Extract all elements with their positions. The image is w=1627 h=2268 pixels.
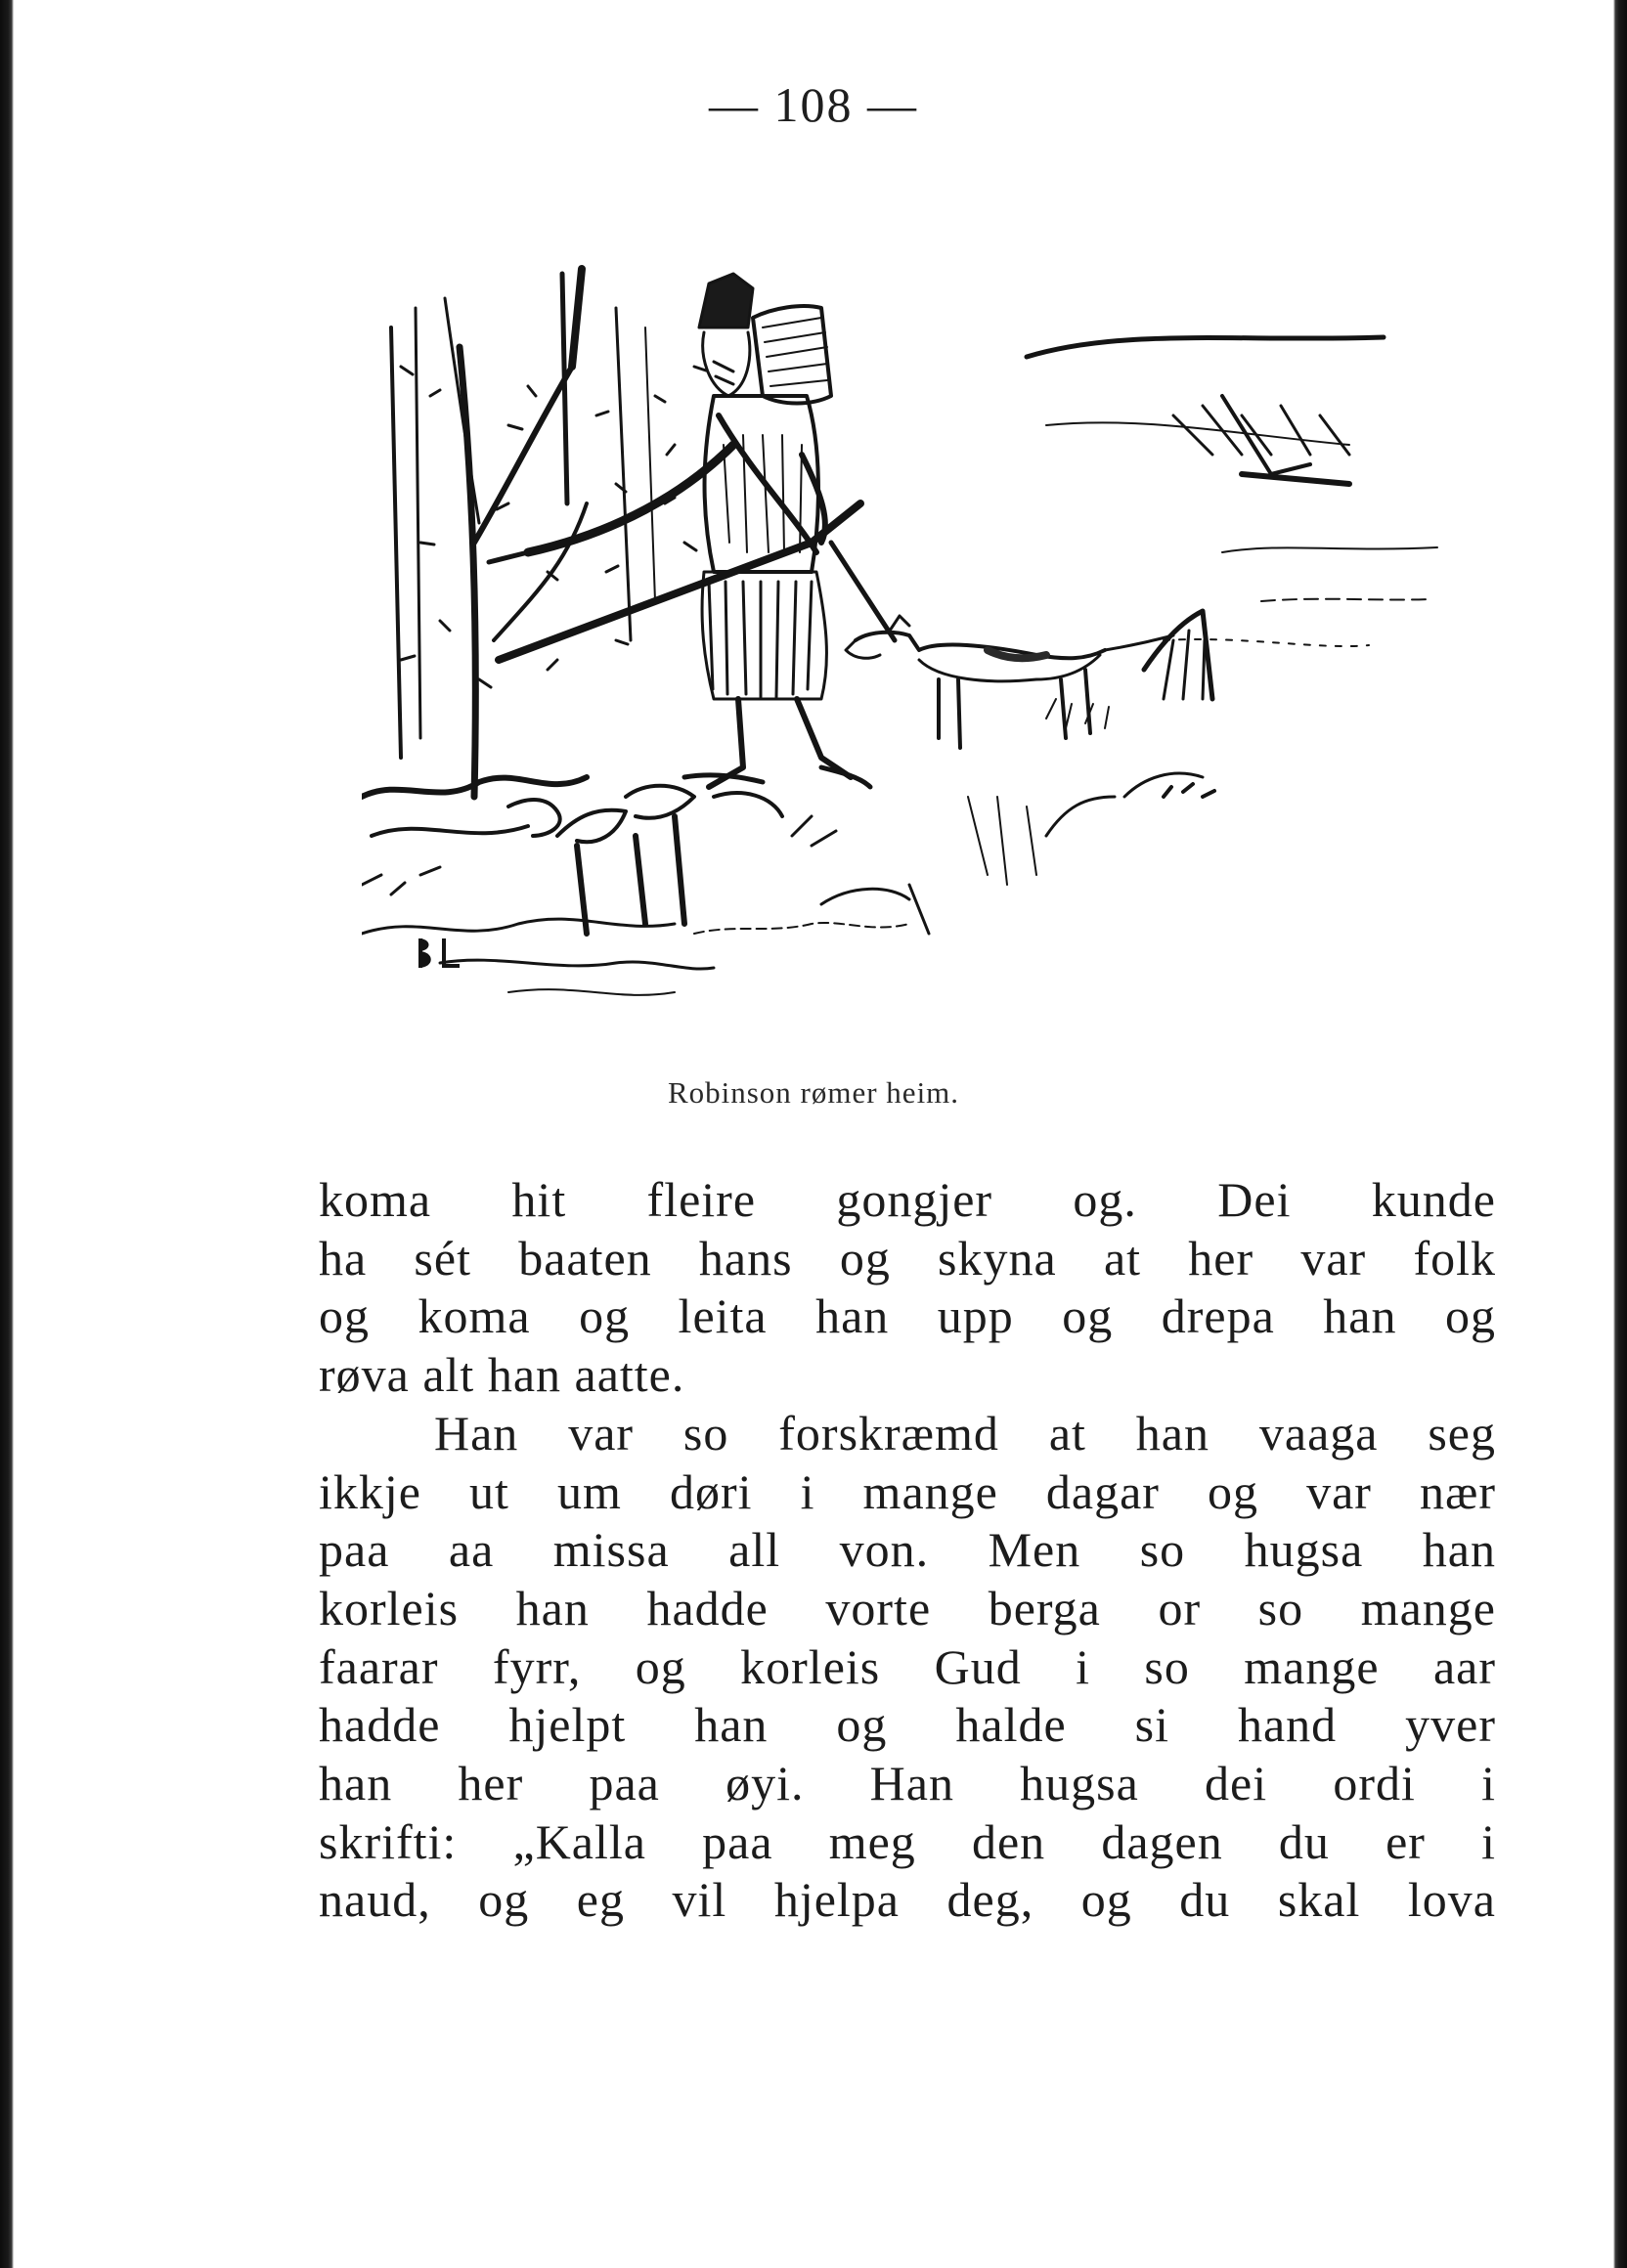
text-line: hadde hjelpt han og halde si hand yver [319, 1697, 1496, 1753]
illustration-caption: Robinson rømer heim. [667, 1075, 960, 1110]
scan-edge-left [0, 0, 14, 2268]
text-line: han her paa øyi. Han hugsa dei ordi i [319, 1756, 1496, 1811]
text-line: Han var so forskræmd at han vaaga seg [434, 1405, 1496, 1461]
illustration-robinson-with-dog [362, 249, 1447, 1022]
body-text [319, 1171, 1496, 1930]
scan-edge-right [1613, 0, 1627, 2268]
text-line: faarar fyrr, og korleis Gud i so mange aar [319, 1638, 1496, 1694]
text-line: skrifti: „Kalla paa meg den dagen du er i [319, 1813, 1496, 1869]
text-line: paa aa missa all von. Men so hugsa han [319, 1522, 1496, 1578]
text-line: røva alt han aatte. [319, 1347, 685, 1403]
text-line: ha sét baaten hans og skyna at her var folk [319, 1230, 1496, 1286]
text-line: ikkje ut um døri i mange dagar og var nær [319, 1463, 1496, 1519]
page-number: — 108 — [709, 77, 918, 132]
text-line: og koma og leita han upp og drepa han og [319, 1288, 1496, 1344]
text-line: koma hit fleire gongjer og. Dei kunde [319, 1172, 1496, 1227]
text-line: naud, og eg vil hjelpa deg, og du skal lova [319, 1872, 1496, 1928]
text-line: korleis han hadde vorte berga or so mange [319, 1580, 1496, 1636]
